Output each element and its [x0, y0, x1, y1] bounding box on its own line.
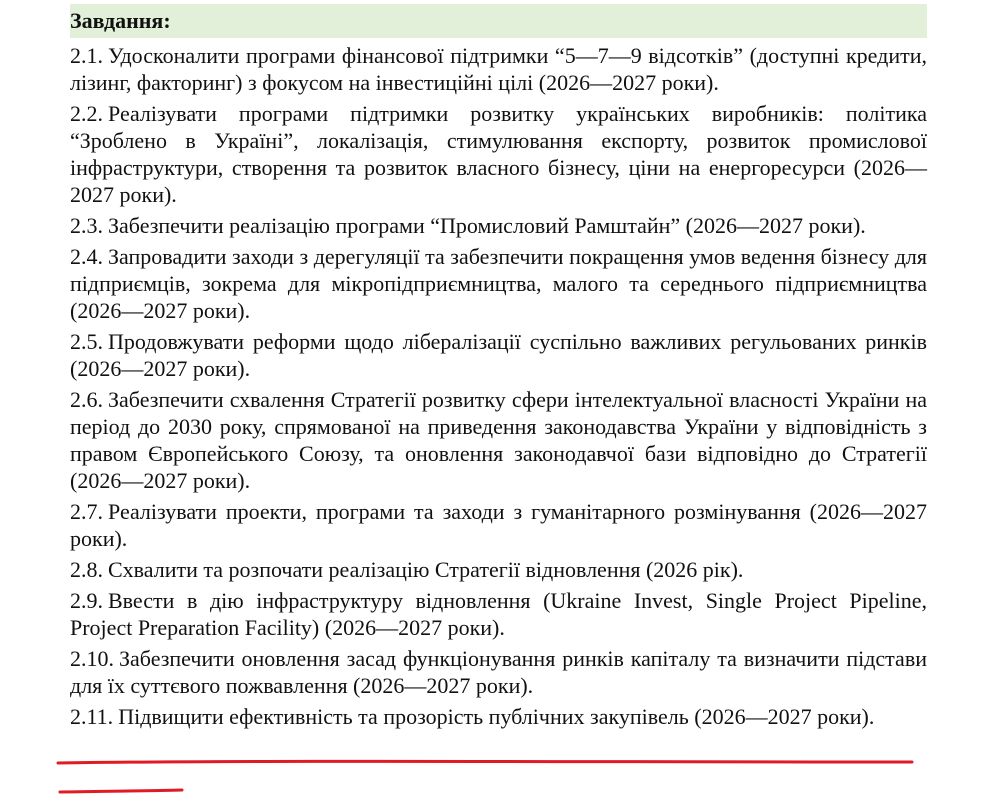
task-text: Удосконалити програми фінансової підтримки “5—7—9 відсотків” (доступні кредити, лізинг, факторинг) з фокусом на інвестиційні цілі (2026—2027 роки).: [70, 43, 927, 95]
task-item: [70, 556, 927, 583]
task-item: [70, 42, 927, 96]
task-number: 2.9.: [70, 588, 103, 613]
task-number: 2.5.: [70, 329, 103, 354]
task-text: Ввести в дію інфраструктуру відновлення (Ukraine Invest, Single Project Pipeline, Project Preparation Facility) (2026—2027 роки).: [70, 588, 927, 640]
task-number: 2.8.: [70, 557, 103, 582]
document-page: [70, 0, 927, 730]
section-heading: [70, 4, 927, 38]
task-text: Забезпечити реалізацію програми “Промисловий Рамштайн” (2026—2027 роки).: [108, 213, 866, 238]
task-number: 2.7.: [70, 499, 103, 524]
task-text: Продовжувати реформи щодо лібералізації суспільно важливих регульованих ринків (2026—2027 роки).: [70, 329, 927, 381]
task-item: [70, 587, 927, 641]
task-item: [70, 243, 927, 324]
task-number: 2.2.: [70, 101, 103, 126]
red-underline-stroke-2: [60, 790, 182, 792]
task-item: [70, 212, 927, 239]
task-text: Схвалити та розпочати реалізацію Стратегії відновлення (2026 рік).: [108, 557, 744, 582]
task-number: 2.4.: [70, 244, 103, 269]
task-item: [70, 645, 927, 699]
task-number: 2.3.: [70, 213, 103, 238]
task-number: 2.1.: [70, 43, 103, 68]
task-item: [70, 498, 927, 552]
task-item: [70, 328, 927, 382]
task-text: Реалізувати програми підтримки розвитку українських виробників: політика “Зроблено в Україні”, локалізація, стимулювання експорту, розвиток промислової інфраструктури, створення та розвиток власного бізнесу, ціни на енергоресурси (2026—2027 роки).: [70, 101, 927, 207]
task-number: 2.11.: [70, 704, 114, 729]
task-number: 2.10.: [70, 646, 114, 671]
task-item: [70, 386, 927, 494]
task-text: Забезпечити оновлення засад функціонування ринків капіталу та визначити підстави для їх суттєвого пожвавлення (2026—2027 роки).: [70, 646, 927, 698]
task-text: Підвищити ефективність та прозорість публічних закупівель (2026—2027 роки).: [118, 704, 875, 729]
task-text: Реалізувати проекти, програми та заходи з гуманітарного розмінування (2026—2027 роки).: [70, 499, 927, 551]
task-item: [70, 100, 927, 208]
task-text: Забезпечити схвалення Стратегії розвитку сфери інтелектуальної власності України на період до 2030 року, спрямованої на приведення законодавства України у відповідність з правом Європейського Союзу, та оновлення законодавчої бази відповідно до Стратегії (2026—2027 роки).: [70, 387, 927, 493]
section-heading-text: Завдання:: [70, 8, 171, 33]
task-number: 2.6.: [70, 387, 103, 412]
task-item-highlighted: [70, 703, 927, 730]
task-text: Запровадити заходи з дерегуляції та забезпечити покращення умов ведення бізнесу для підприємців, зокрема для мікропідприємництва, малого та середнього підприємництва (2026—2027 роки).: [70, 244, 927, 323]
red-underline-stroke-1: [58, 761, 912, 763]
